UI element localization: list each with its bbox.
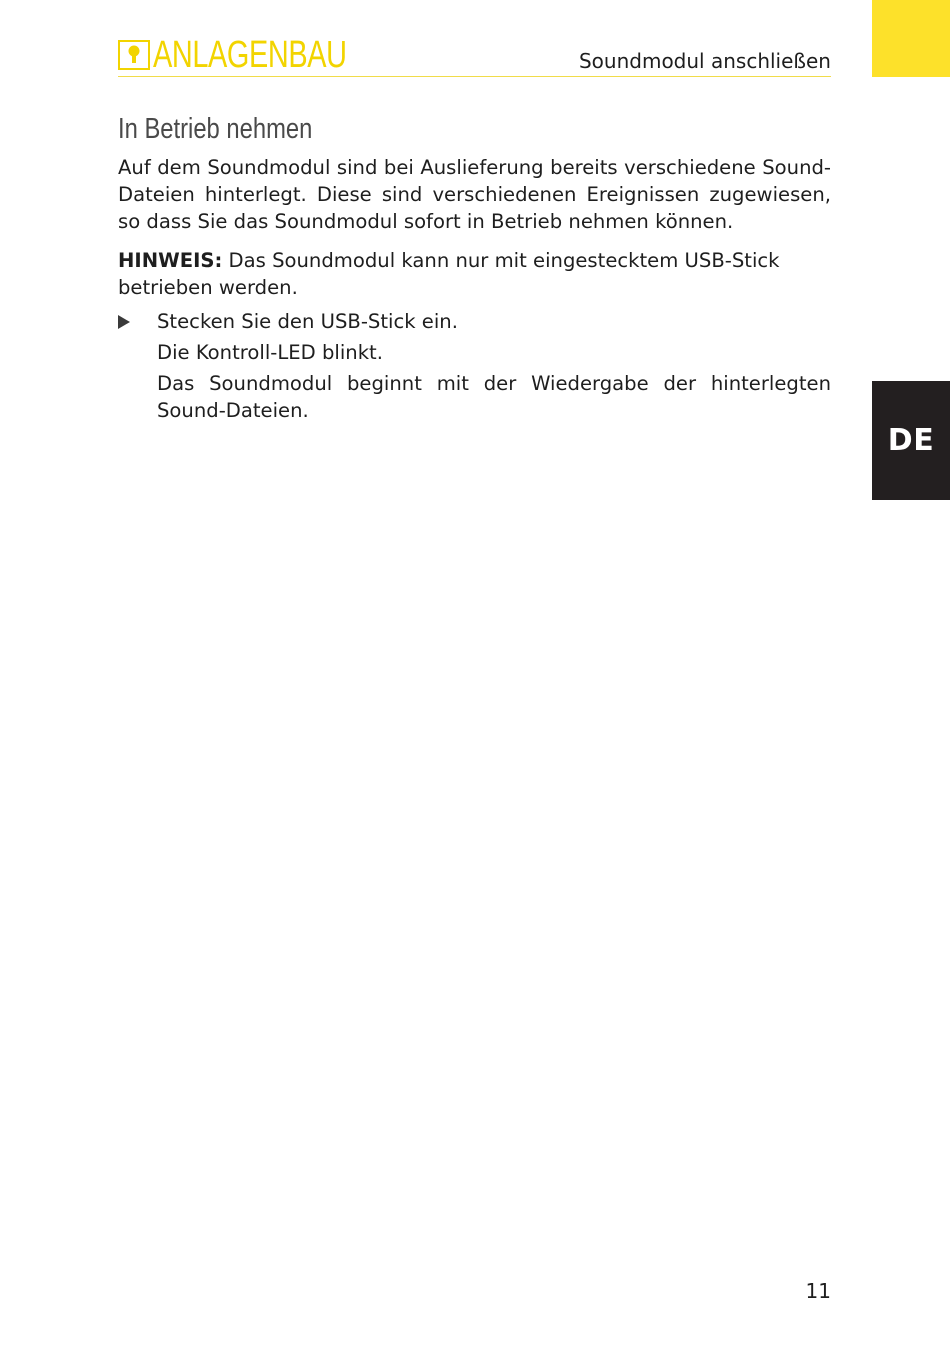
step-text: Stecken Sie den USB-Stick ein. [157, 310, 458, 333]
note-label: HINWEIS: [118, 249, 223, 272]
note-paragraph [118, 247, 831, 301]
language-label: DE [887, 423, 935, 458]
page-header [118, 36, 831, 77]
yellow-corner-tab [872, 0, 950, 77]
language-tab [872, 381, 950, 500]
result-line: Das Soundmodul beginnt mit der Wiedergabe der hinterlegten Sound-Dateien. [157, 372, 831, 422]
page-number: 11 [805, 1279, 831, 1303]
note-text: Das Soundmodul kann nur mit eingestecktem USB-Stick betrieben werden. [118, 249, 780, 299]
brand-logo [118, 36, 408, 74]
result-line: Die Kontroll-LED blinkt. [157, 341, 383, 364]
brand-name: ANLAGENBAU [153, 34, 347, 76]
section-title: Soundmodul anschließen [578, 49, 831, 73]
triangle-right-icon [118, 315, 130, 329]
section-heading: In Betrieb nehmen [118, 113, 313, 145]
intro-paragraph: Auf dem Soundmodul sind bei Auslieferung bereits verschiedene Sound-Dateien hinterlegt. Diese sind verschiedenen Ereignissen zugewiesen, so dass Sie das Soundmodul sofort in Betrieb nehmen können. [118, 156, 831, 233]
lightbulb-icon [118, 40, 150, 70]
